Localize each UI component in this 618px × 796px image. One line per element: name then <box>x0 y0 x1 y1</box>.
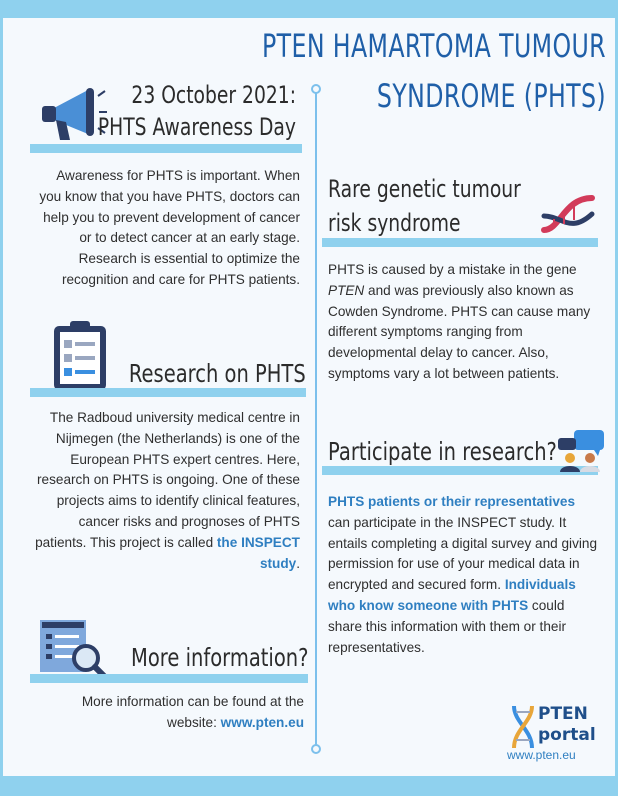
participate-body <box>328 492 600 658</box>
people-chat-icon <box>556 428 606 472</box>
timeline-line <box>315 90 317 750</box>
logo-line1: PTEN <box>538 704 588 724</box>
research-underline <box>30 388 306 397</box>
top-bar <box>0 0 618 18</box>
dna-icon <box>540 192 596 236</box>
more-info-body <box>30 692 304 734</box>
more-info-underline <box>30 674 308 683</box>
timeline-dot-bottom <box>311 744 321 754</box>
research-body <box>30 408 300 574</box>
research-body-text: The Radboud university medical centre in Nijmegen (the Netherlands) is one of the European PHTS expert centres. Here, research on PHTS is ongoing. One of these projects aims to identify clinical features, cancer risks and prognoses of PHTS patients. This project is called <box>35 410 300 550</box>
rare-underline <box>322 238 598 247</box>
pten-gene: PTEN <box>328 282 365 298</box>
rare-heading-line2: risk syndrome <box>328 209 461 237</box>
awareness-underline <box>30 144 302 153</box>
rare-heading-line1: Rare genetic tumour <box>328 175 521 203</box>
inspect-study-link: the INSPECT study <box>216 534 300 571</box>
document-search-icon <box>38 618 110 682</box>
pten-logo-dna-icon <box>510 704 536 750</box>
participate-bold-1: PHTS patients or their representatives <box>328 494 576 509</box>
website-link[interactable]: www.pten.eu <box>220 714 304 730</box>
research-body-end: . <box>296 555 300 571</box>
research-heading: Research on PHTS <box>129 359 306 388</box>
left-border <box>0 0 3 796</box>
bottom-bar <box>0 776 618 796</box>
participate-text-1: can participate in the INSPECT study. It entails completing a digital survey and giving permission for use of your medical data in encrypted and secured form. <box>328 514 598 593</box>
page-title-line2: SYNDROME (PHTS) <box>376 77 606 115</box>
timeline-dot-top <box>311 84 321 94</box>
page-title-line1: PTEN HAMARTOMA TUMOUR <box>262 27 606 65</box>
more-info-text: More information can be found at the website: <box>81 694 304 730</box>
awareness-heading: PHTS Awareness Day <box>97 113 296 141</box>
rare-body-b: and was previously also known as Cowden Syndrome. PHTS can cause many different symptoms ranging from developmental delay to cancer. Also, symptoms vary a lot between patients. <box>328 282 591 381</box>
rare-body-a: PHTS is caused by a mistake in the gene <box>328 262 577 277</box>
participate-text-2: could share this information with them or their representatives. <box>328 597 566 655</box>
rare-body <box>328 260 598 385</box>
participate-heading: Participate in research? <box>328 437 557 466</box>
clipboard-icon <box>52 318 110 392</box>
awareness-body: Awareness for PHTS is important. When you know that you have PHTS, doctors can help you to prevent development of cancer or to detect cancer at an early stage. Research is essential to optimize the recognition and care for PHTS patients. <box>39 168 300 287</box>
participate-bold-2: Individuals who know someone with PHTS <box>328 577 576 613</box>
logo-url[interactable]: www.pten.eu <box>507 748 576 762</box>
more-info-heading: More information? <box>130 643 308 672</box>
logo-line2: portal <box>538 725 596 745</box>
awareness-date: 23 October 2021: <box>131 81 296 109</box>
